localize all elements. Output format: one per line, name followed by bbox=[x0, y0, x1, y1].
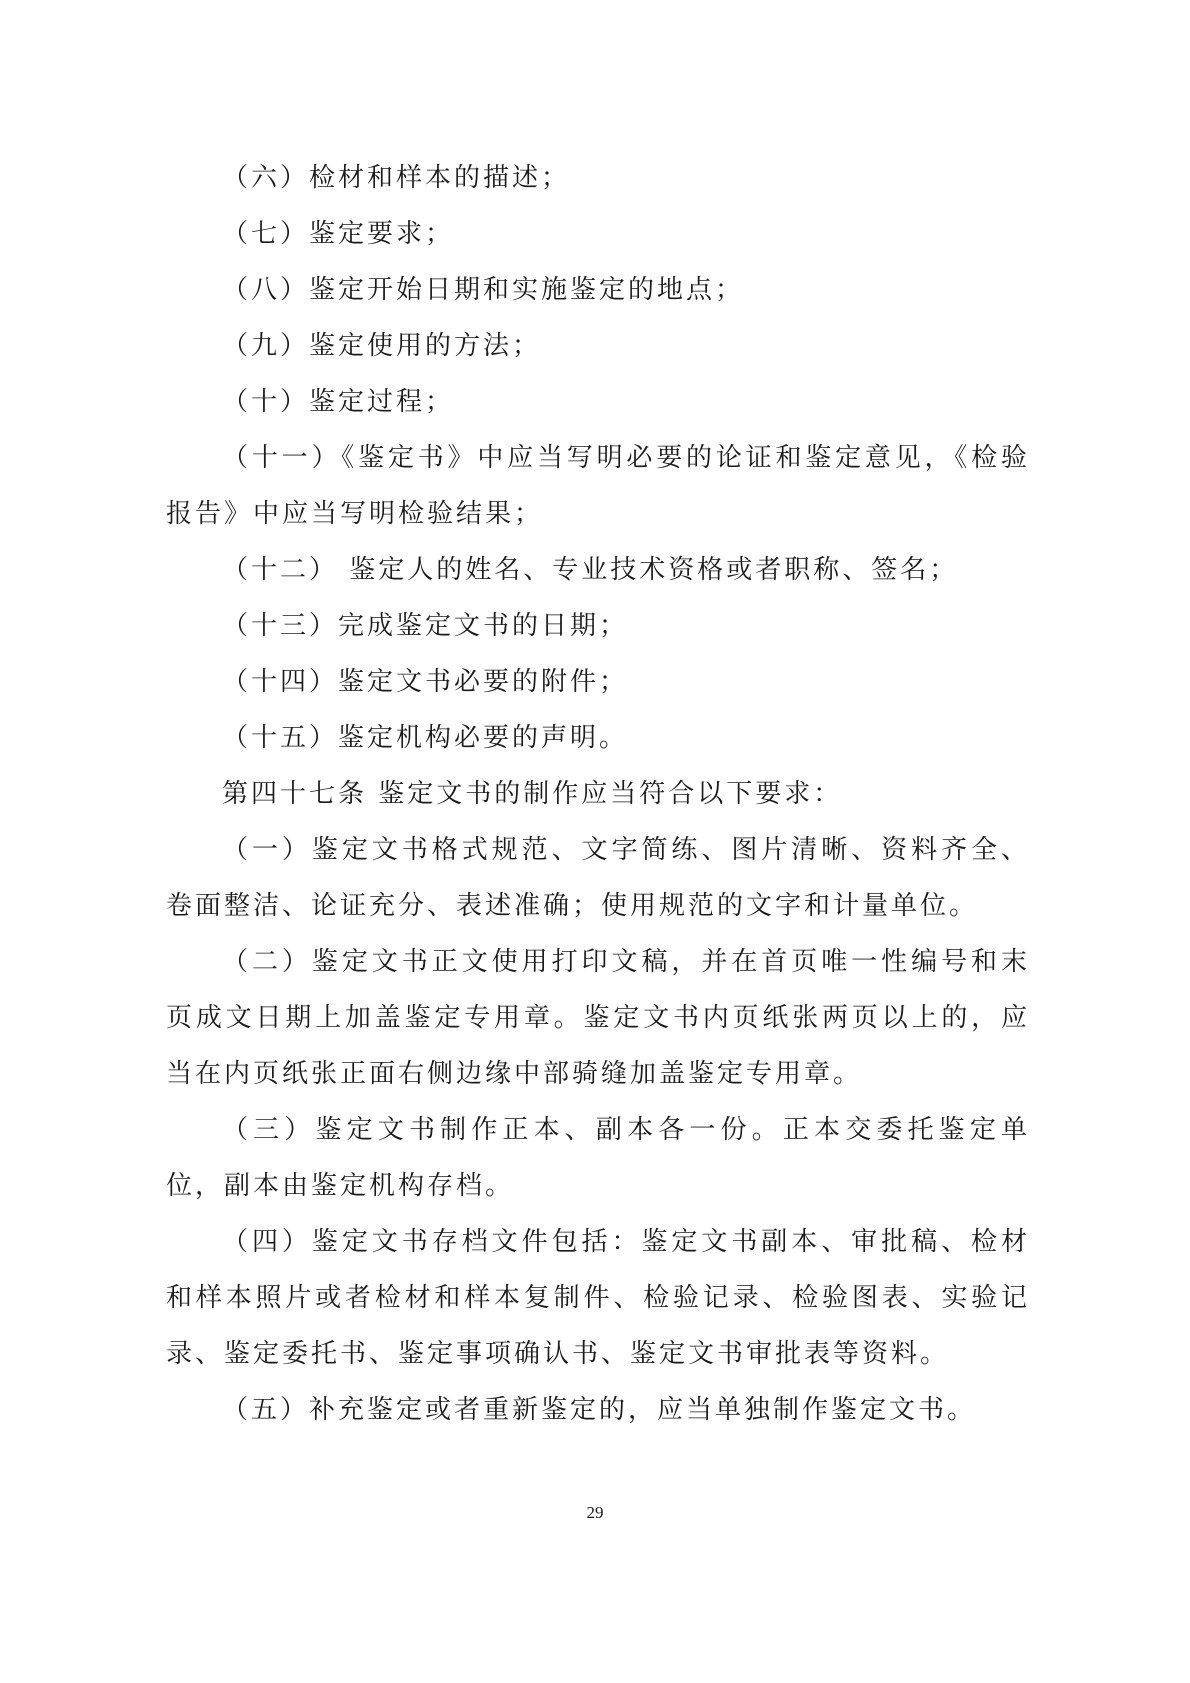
paragraph-item-9: （九）鉴定使用的方法； bbox=[222, 331, 542, 361]
page-number: 29 bbox=[586, 1503, 604, 1522]
requirement-item-5: （五）补充鉴定或者重新鉴定的，应当单独制作鉴定文书。 bbox=[222, 1395, 977, 1425]
article-47-heading: 第四十七条 鉴定文书的制作应当符合以下要求： bbox=[222, 779, 843, 809]
requirement-item-1: （一）鉴定文书格式规范、文字简练、图片清晰、资料齐全、卷面整洁、论证充分、表述准确；使用规范的文字和计量单位。 bbox=[166, 835, 1030, 921]
paragraph-item-6: （六）检材和样本的描述； bbox=[222, 163, 571, 193]
requirement-item-3: （三）鉴定文书制作正本、副本各一份。正本交委托鉴定单位，副本由鉴定机构存档。 bbox=[166, 1115, 1030, 1201]
paragraph-item-13: （十三）完成鉴定文书的日期； bbox=[222, 611, 629, 641]
document-body bbox=[166, 150, 1030, 1438]
requirement-item-2: （二）鉴定文书正文使用打印文稿，并在首页唯一性编号和末页成文日期上加盖鉴定专用章。鉴定文书内页纸张两页以上的，应当在内页纸张正面右侧边缘中部骑缝加盖鉴定专用章。 bbox=[166, 947, 1030, 1089]
paragraph-item-12: （十二） 鉴定人的姓名、专业技术资格或者职称、签名； bbox=[222, 555, 959, 585]
paragraph-item-15: （十五）鉴定机构必要的声明。 bbox=[222, 723, 629, 753]
paragraph-item-14: （十四）鉴定文书必要的附件； bbox=[222, 667, 629, 697]
paragraph-item-11: （十一）《鉴定书》中应当写明必要的论证和鉴定意见，《检验报告》中应当写明检验结果； bbox=[166, 443, 1030, 529]
paragraph-item-7: （七）鉴定要求； bbox=[222, 219, 455, 249]
paragraph-item-10: （十）鉴定过程； bbox=[222, 387, 455, 417]
requirement-item-4: （四）鉴定文书存档文件包括：鉴定文书副本、审批稿、检材和样本照片或者检材和样本复制件、检验记录、检验图表、实验记录、鉴定委托书、鉴定事项确认书、鉴定文书审批表等资料。 bbox=[166, 1227, 1030, 1369]
paragraph-item-8: （八）鉴定开始日期和实施鉴定的地点； bbox=[222, 275, 745, 305]
